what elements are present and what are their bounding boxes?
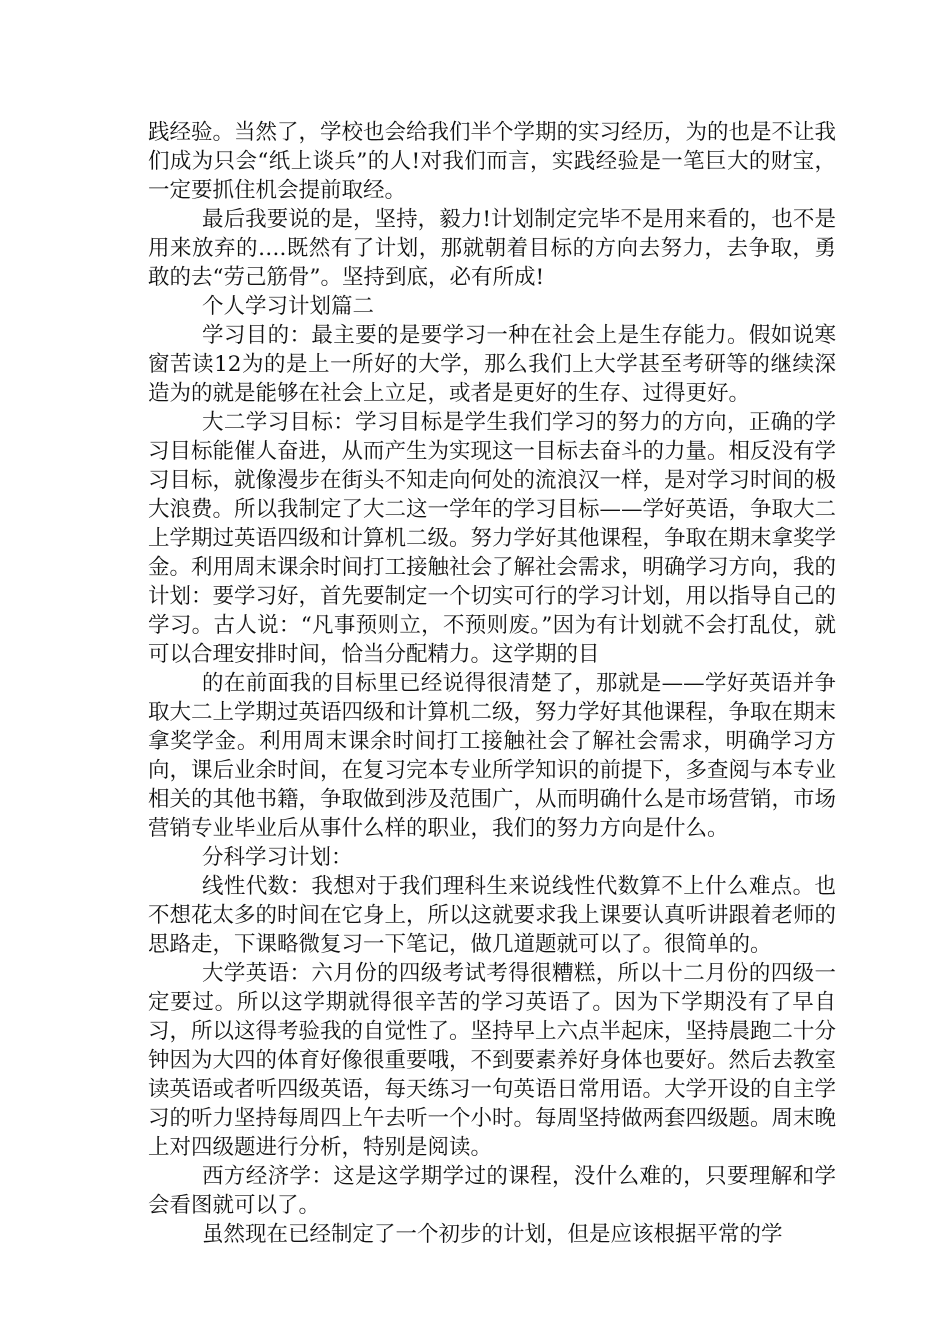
paragraph-linear-algebra: 线性代数：我想对于我们理科生来说线性代数算不上什么难点。也不想花太多的时间在它身上，所以这就要求我上课要认真听讲跟着老师的思路走，下课略微复习一下笔记，做几道题就可以了。很简单的。 — [148, 874, 837, 957]
subheading-subject-plan: 分科学习计划： — [202, 845, 353, 870]
document-body — [148, 118, 836, 1249]
paragraph-college-english: 大学英语：六月份的四级考试考得很糟糕，所以十二月份的四级一定要过。所以这学期就得很辛苦的学习英语了。因为下学期没有了早自习，所以这得考验我的自觉性了。坚持早上六点半起床，坚持晨跑二十分钟因为大四的体育好像很重要哦，不到要素养好身体也要好。然后去教室读英语或者听四级英语，每天练习一句英语日常用语。大学开设的自主学习的听力坚持每周四上午去听一个小时。每周坚持做两套四级题。周末晚上对四级题进行分析，特别是阅读。 — [148, 961, 837, 1160]
paragraph-semester-goals: 的在前面我的目标里已经说得很清楚了，那就是——学好英语并争取大二上学期过英语四级和计算机二级，努力学好其他课程，争取在期末拿奖学金。利用周末课余时间打工接触社会了解社会需求，明确学习方向，课后业余时间，在复习完本专业所学知识的前提下，多查阅与本专业相关的其他书籍，争取做到涉及范围广，从而明确什么是市场营销，市场营销专业毕业后从事什么样的职业，我们的努力方向是什么。 — [148, 671, 837, 841]
paragraph-closing: 虽然现在已经制定了一个初步的计划，但是应该根据平常的学 — [202, 1222, 783, 1247]
paragraph-learning-purpose: 学习目的：最主要的是要学习一种在社会上是生存能力。假如说寒窗苦读12为的是上一所好的大学，那么我们上大学甚至考研等的继续深造为的就是能够在社会上立足，或者是更好的生存、过得更好。 — [148, 323, 836, 406]
section-heading-plan-two: 个人学习计划篇二 — [202, 294, 375, 319]
paragraph-persistence: 最后我要说的是，坚持，毅力!计划制定完毕不是用来看的，也不是用来放弃的….既然有了计划，那就朝着目标的方向去努力，去争取，勇敢的去“劳己筋骨”。坚持到底，必有所成! — [148, 207, 836, 290]
paragraph-practice-experience: 践经验。当然了，学校也会给我们半个学期的实习经历，为的也是不让我们成为只会“纸上谈兵”的人!对我们而言，实践经验是一笔巨大的财宝，一定要抓住机会提前取经。 — [148, 120, 837, 203]
paragraph-western-economics: 西方经济学：这是这学期学过的课程，没什么难的，只要理解和学会看图就可以了。 — [148, 1164, 836, 1218]
paragraph-sophomore-goals: 大二学习目标：学习目标是学生我们学习的努力的方向，正确的学习目标能催人奋进，从而产生为实现这一目标去奋斗的力量。相反没有学习目标，就像漫步在街头不知走向何处的流浪汉一样，是对学习时间的极大浪费。所以我制定了大二这一学年的学习目标——学好英语，争取大二上学期过英语四级和计算机二级。努力学好其他课程，争取在期末拿奖学金。利用周末课余时间打工接触社会了解社会需求，明确学习方向，我的计划：要学习好，首先要制定一个切实可行的学习计划，用以指导自己的学习。古人说：“凡事预则立，不预则废。”因为有计划就不会打乱仗，就可以合理安排时间，恰当分配精力。这学期的目 — [148, 410, 837, 667]
